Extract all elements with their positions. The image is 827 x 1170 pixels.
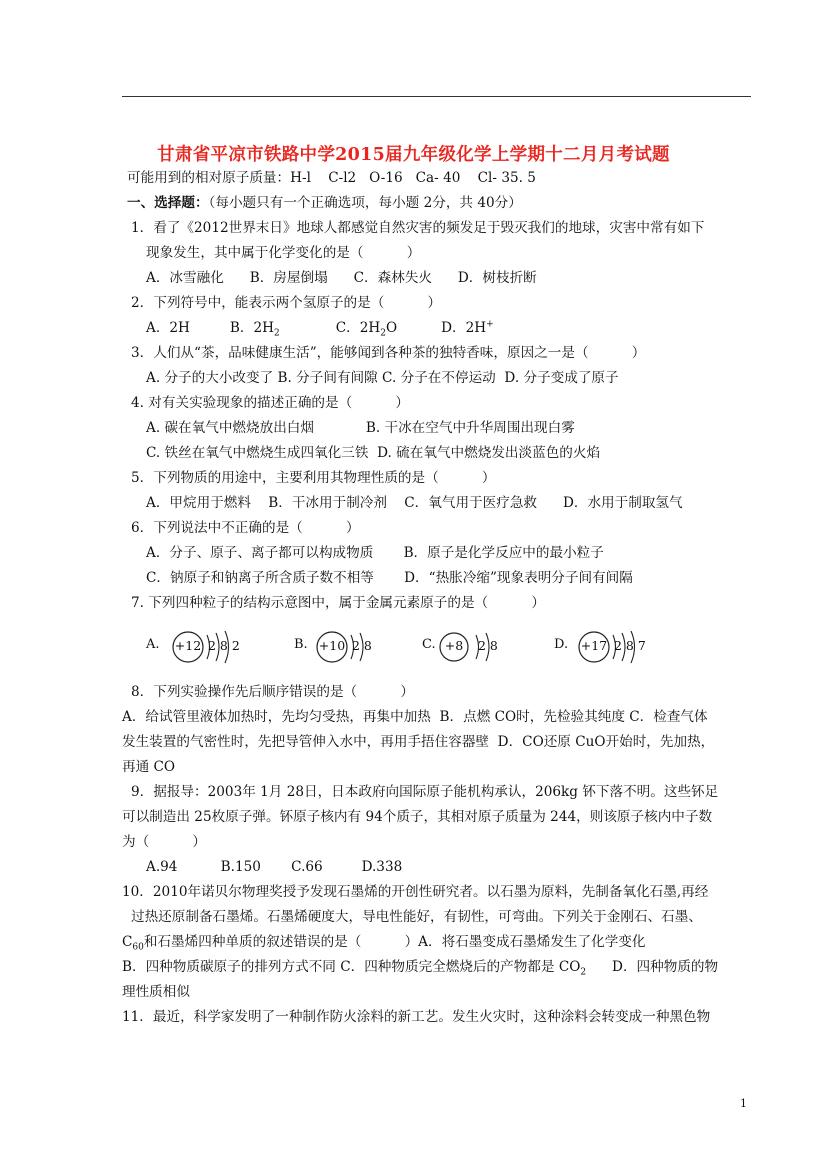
- q2-option-b: B．$2H_2$: [229, 320, 280, 339]
- atom-a-electrons: 2 8 2: [208, 638, 240, 653]
- q2-option-a: A．2H: [146, 320, 190, 336]
- atom-b-nucleus: +10: [318, 638, 346, 653]
- atom-b-electrons: 2 8: [352, 638, 372, 653]
- page-number: 1: [740, 1097, 747, 1110]
- atom-diagram-c: [422, 625, 522, 669]
- atom-diagram-b: [294, 625, 394, 669]
- q2-stem: 2．下列符号中，能表示两个氢原子的是（ ）: [131, 295, 442, 311]
- atom-b-label: B.: [294, 637, 308, 652]
- q4-options-ab: A. 碳在氧气中燃烧放出白烟 B. 干冰在空气中升华周围出现白雾: [146, 420, 575, 436]
- q8-line1: A．给试管里液体加热时，先均匀受热，再集中加热 B．点燃 CO时，先检验其纯度 C．检查气体: [122, 709, 708, 725]
- atom-diagram-a: [146, 625, 256, 669]
- q10-line4: B．四种物质碳原子的排列方式不同 C．四种物质完全燃烧后的产物都是 $CO_2$ D．四种物质的物: [122, 959, 719, 978]
- q10-line1: 10．2010年诺贝尔物理奖授予发现石墨烯的开创性研究者。以石墨为原料，先制备氧化石墨,再经: [122, 884, 709, 900]
- atom-c-label: C.: [422, 637, 436, 652]
- q8-stem: 8．下列实验操作先后顺序错误的是（ ）: [131, 684, 414, 700]
- q1-line2: 现象发生，其中属于化学变化的是（ ）: [146, 245, 421, 261]
- q4-options-cd: C. 铁丝在氧气中燃烧生成四氧化三铁 D. 硫在氧气中燃烧发出淡蓝色的火焰: [146, 445, 601, 461]
- q4-stem: 4. 对有关实验现象的描述正确的是（ ）: [131, 395, 410, 411]
- atom-diagram-d: [554, 625, 664, 669]
- q9-line1: 9．据报导：2003年 1月 28日，日本政府向国际原子能机构承认，206kg 钚下落不明。这些钚足: [131, 784, 719, 800]
- q8-line3: 再通 CO: [122, 759, 176, 775]
- q5-options: A．甲烷用于燃料 B．干冰用于制冷剂 C．氧气用于医疗急救 D．水用于制取氢气: [146, 495, 683, 511]
- q6-options-cd: C．钠原子和钠离子所含质子数不相等 D．“热胀冷缩”现象表明分子间有间隔: [146, 570, 633, 586]
- atom-diagrams: [140, 625, 660, 669]
- q6-options-ab: A．分子、原子、离子都可以构成物质 B．原子是化学反应中的最小粒子: [146, 545, 604, 561]
- q10-line3: $C_{60}$和石墨烯四种单质的叙述错误的是（ ）A．将石墨变成石墨烯发生了化学变化: [122, 934, 646, 953]
- q11-line1: 11．最近，科学家发明了一种制作防火涂料的新工艺。发生火灾时，这种涂料会转变成一种黑色物: [122, 1009, 711, 1025]
- atom-d-nucleus: +17: [580, 638, 608, 653]
- q1-options: A．冰雪融化 B．房屋倒塌 C．森林失火 D．树枝折断: [146, 270, 537, 286]
- q10-line5: 理性质相似: [122, 984, 190, 1000]
- atom-a-label: A.: [146, 637, 160, 652]
- atom-d-electrons: 2 8 7: [614, 638, 646, 653]
- q2-option-c: C．$2H_2O$: [335, 320, 398, 339]
- q2-options: [146, 318, 494, 338]
- page-title: 甘肃省平凉市铁路中学2015届九年级化学上学期十二月月考试题: [157, 145, 670, 165]
- atom-c-electrons: 2 8: [478, 638, 498, 653]
- q2-option-d: D．2H+: [441, 319, 494, 336]
- atom-c-nucleus: +8: [444, 638, 464, 653]
- header-rule: [122, 96, 751, 97]
- q9-line2: 可以制造出 25枚原子弹。钚原子核内有 94个质子，其相对原子质量为 244，则该原子核内中子数: [122, 809, 713, 825]
- q10-line2: 过热还原制备石墨烯。石墨烯硬度大，导电性能好，有韧性，可弯曲。下列关于金刚石、石墨、: [131, 909, 702, 925]
- section-heading: [127, 193, 522, 213]
- atomic-masses: 可能用到的相对原子质量：H-l C-l2 O-16 Ca- 40 Cl- 35. 5: [127, 170, 536, 186]
- section-label: 一、选择题：: [127, 195, 209, 211]
- q7-stem: 7. 下列四种粒子的结构示意图中，属于金属元素原子的是（ ）: [131, 595, 545, 611]
- q3-options: A. 分子的大小改变了 B. 分子间有间隙 C. 分子在不停运动 D. 分子变成了原子: [146, 370, 619, 386]
- q5-stem: 5．下列物质的用途中，主要利用其物理性质的是（ ）: [131, 470, 496, 486]
- q1-line1: 1．看了《2012世界末日》地球人都感觉自然灾害的频发足于毁灭我们的地球，灾害中常有如下: [131, 220, 705, 236]
- q6-stem: 6．下列说法中不正确的是（ ）: [131, 520, 360, 536]
- section-note: （每小题只有一个正确选项，每小题 2分，共 40分）: [208, 195, 522, 211]
- atom-a-nucleus: +12: [174, 638, 202, 653]
- atom-d-label: D.: [554, 637, 569, 652]
- q9-line3: 为（ ）: [122, 834, 206, 850]
- q3-stem: 3．人们从“茶，品味健康生活”，能够闻到各种茶的独特香味，原因之一是（ ）: [131, 345, 646, 361]
- q9-options: A.94 B.150 C.66 D.338: [146, 859, 403, 875]
- q8-line2: 发生装置的气密性时，先把导管伸入水中，再用手捂住容器壁 D．CO还原 CuO开始时，先加热，: [122, 734, 715, 750]
